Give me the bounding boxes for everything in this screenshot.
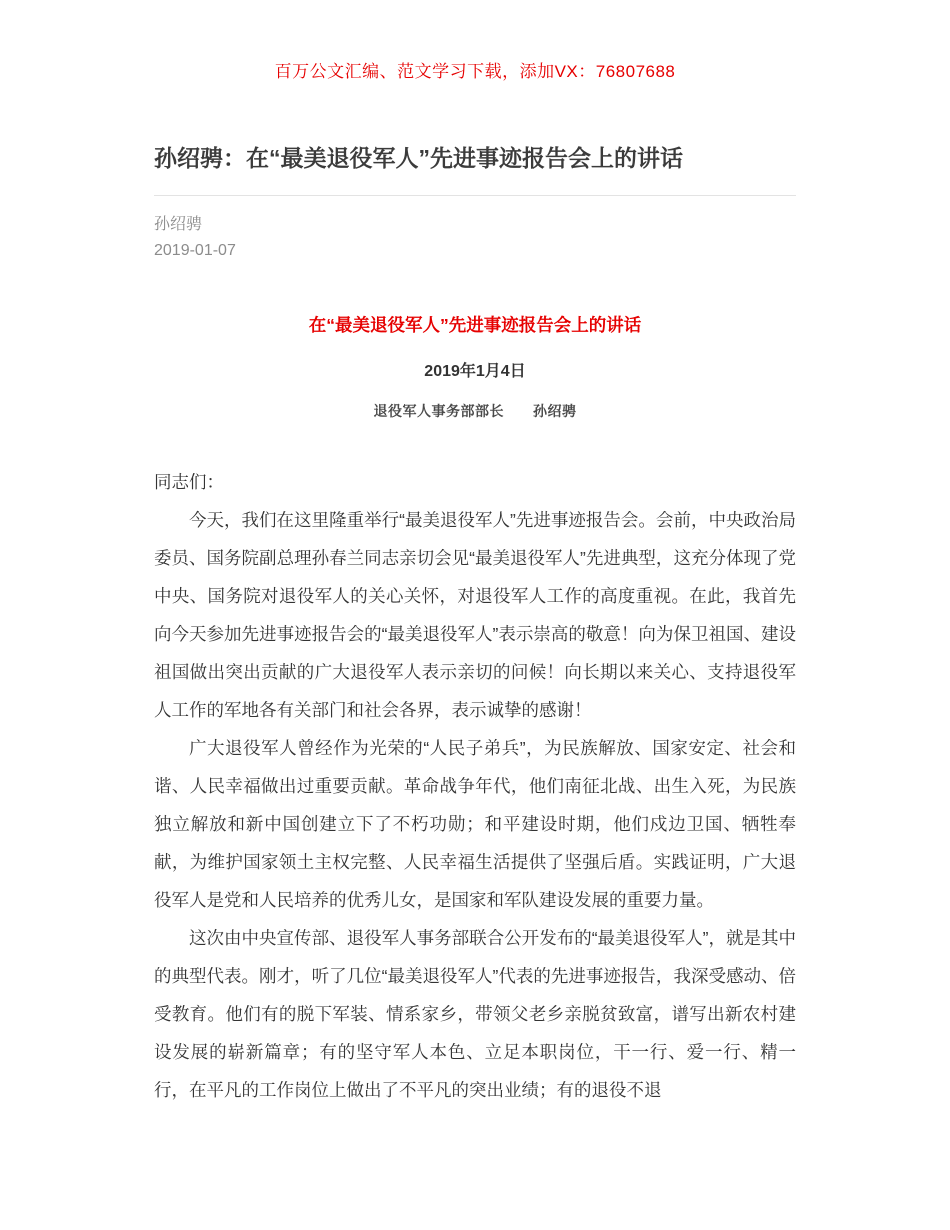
title-divider [154, 195, 796, 196]
speech-body [154, 463, 796, 1109]
speech-speaker: 退役军人事务部部长 孙绍骋 [373, 403, 577, 420]
promo-banner: 百万公文汇编、范文学习下载，添加VX：76807688 [274, 62, 676, 81]
salutation: 同志们： [154, 472, 224, 493]
publish-date: 2019-01-07 [154, 242, 236, 260]
author-name: 孙绍骋 [154, 216, 203, 234]
article-content [154, 142, 796, 1109]
speech-paragraph: 广大退役军人曾经作为光荣的“人民子弟兵”，为民族解放、国家安定、社会和谐、人民幸福做出过重要贡献。革命战争年代，他们南征北战、出生入死，为民族独立解放和新中国创建立下了不朽功勋；和平建设时期，他们戍边卫国、牺牲奉献，为维护国家领土主权完整、人民幸福生活提供了坚强后盾。实践证明，广大退役军人是党和人民培养的优秀儿女，是国家和军队建设发展的重要力量。 [154, 738, 796, 911]
speech-title: 在“最美退役军人”先进事迹报告会上的讲话 [308, 315, 642, 336]
speech-paragraph: 这次由中央宣传部、退役军人事务部联合公开发布的“最美退役军人”，就是其中的典型代表。刚才，听了几位“最美退役军人”代表的先进事迹报告，我深受感动、倍受教育。他们有的脱下军装、情系家乡，带领父老乡亲脱贫致富，谱写出新农村建设发展的崭新篇章；有的坚守军人本色、立足本职岗位，干一行、爱一行、精一行，在平凡的工作岗位上做出了不平凡的突出业绩；有的退役不退 [154, 928, 796, 1101]
page-title: 孙绍骋：在“最美退役军人”先进事迹报告会上的讲话 [154, 145, 683, 171]
article-meta [154, 212, 796, 264]
speech-paragraph: 今天，我们在这里隆重举行“最美退役军人”先进事迹报告会。会前，中央政治局委员、国务院副总理孙春兰同志亲切会见“最美退役军人”先进典型，这充分体现了党中央、国务院对退役军人的关心关怀，对退役军人工作的高度重视。在此，我首先向今天参加先进事迹报告会的“最美退役军人”表示崇高的敬意！向为保卫祖国、建设祖国做出突出贡献的广大退役军人表示亲切的问候！向长期以来关心、支持退役军人工作的军地各有关部门和社会各界，表示诚挚的感谢！ [154, 510, 796, 721]
speech-date: 2019年1月4日 [424, 363, 526, 381]
